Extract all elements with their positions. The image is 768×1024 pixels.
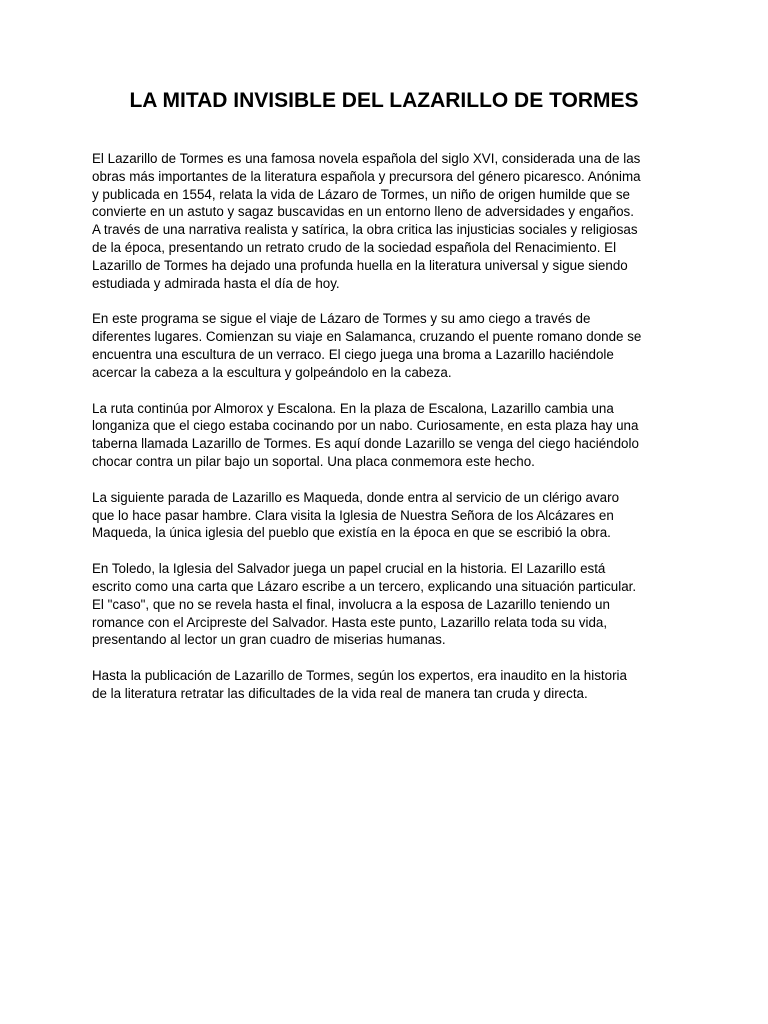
- paragraph-line: chocar contra un pilar bajo un soportal. Una placa conmemora este hecho.: [92, 453, 535, 469]
- paragraph-line: El Lazarillo de Tormes es una famosa novela española del siglo XVI, considerada una de las: [92, 151, 641, 166]
- paragraph-4: [92, 489, 688, 542]
- paragraph-line: obras más importantes de la literatura española y precursora del género picaresco. Anónima: [92, 168, 641, 184]
- paragraph-line: diferentes lugares. Comienzan su viaje en Salamanca, cruzando el puente romano donde se: [92, 329, 642, 345]
- paragraph-line: Maqueda, la única iglesia del pueblo que existía en la época en que se escribió la obra.: [92, 525, 611, 541]
- paragraph-line: En Toledo, la Iglesia del Salvador juega un papel crucial en la historia. El Lazarillo está: [92, 561, 606, 577]
- paragraph-line: taberna llamada Lazarillo de Tormes. Es aquí donde Lazarillo se venga del ciego haciéndolo: [92, 436, 639, 452]
- paragraph-line: En este programa se sigue el viaje de Lázaro de Tormes y su amo ciego a través de: [92, 311, 591, 327]
- paragraph-2: [92, 310, 688, 381]
- paragraph-line: Hasta la publicación de Lazarillo de Tormes, según los expertos, era inaudito en la historia: [92, 668, 627, 684]
- paragraph-line: que lo hace pasar hambre. Clara visita la Iglesia de Nuestra Señora de los Alcázares en: [92, 507, 614, 523]
- paragraph-line: La ruta continúa por Almorox y Escalona. En la plaza de Escalona, Lazarillo cambia una: [92, 400, 614, 416]
- paragraph-line: romance con el Arcipreste del Salvador. Hasta este punto, Lazarillo relata toda su vida,: [92, 614, 608, 630]
- paragraph-line: convierte en un astuto y sagaz buscavidas en un entorno lleno de adversidades y engaños.: [92, 204, 634, 220]
- paragraph-line: encuentra una escultura de un verraco. El ciego juega una broma a Lazarillo haciéndole: [92, 346, 614, 362]
- paragraph-6: [92, 667, 688, 703]
- paragraph-line: presentando al lector un gran cuadro de miserias humanas.: [92, 632, 446, 648]
- paragraph-line: A través de una narrativa realista y satírica, la obra critica las injusticias sociales y religiosas: [92, 222, 638, 238]
- paragraph-line: de la época, presentando un retrato crudo de la sociedad española del Renacimiento. El: [92, 239, 617, 255]
- paragraph-line: y publicada en 1554, relata la vida de Lázaro de Tormes, un niño de origen humilde que se: [92, 186, 630, 202]
- paragraph-line: de la literatura retratar las dificultades de la vida real de manera tan cruda y directa.: [92, 685, 588, 701]
- paragraph-line: El "caso", que no se revela hasta el final, involucra a la esposa de Lazarillo teniendo un: [92, 596, 610, 612]
- paragraph-3: [92, 400, 688, 471]
- paragraph-1: [92, 150, 688, 292]
- paragraph-line: La siguiente parada de Lazarillo es Maqueda, donde entra al servicio de un clérigo avaro: [92, 489, 620, 505]
- document-body: [92, 150, 688, 721]
- paragraph-line: escrito como una carta que Lázaro escribe a un tercero, explicando una situación particular.: [92, 578, 637, 594]
- paragraph-line: acercar la cabeza a la escultura y golpeándolo en la cabeza.: [92, 364, 452, 380]
- paragraph-5: [92, 560, 688, 649]
- paragraph-line: Lazarillo de Tormes ha dejado una profunda huella en la literatura universal y sigue siendo: [92, 257, 628, 273]
- paragraph-line: estudiada y admirada hasta el día de hoy.: [92, 275, 340, 291]
- document-title: LA MITAD INVISIBLE DEL LAZARILLO DE TORMES: [129, 89, 639, 112]
- paragraph-line: longaniza que el ciego estaba cocinando por un nabo. Curiosamente, en esta plaza hay una: [92, 418, 639, 434]
